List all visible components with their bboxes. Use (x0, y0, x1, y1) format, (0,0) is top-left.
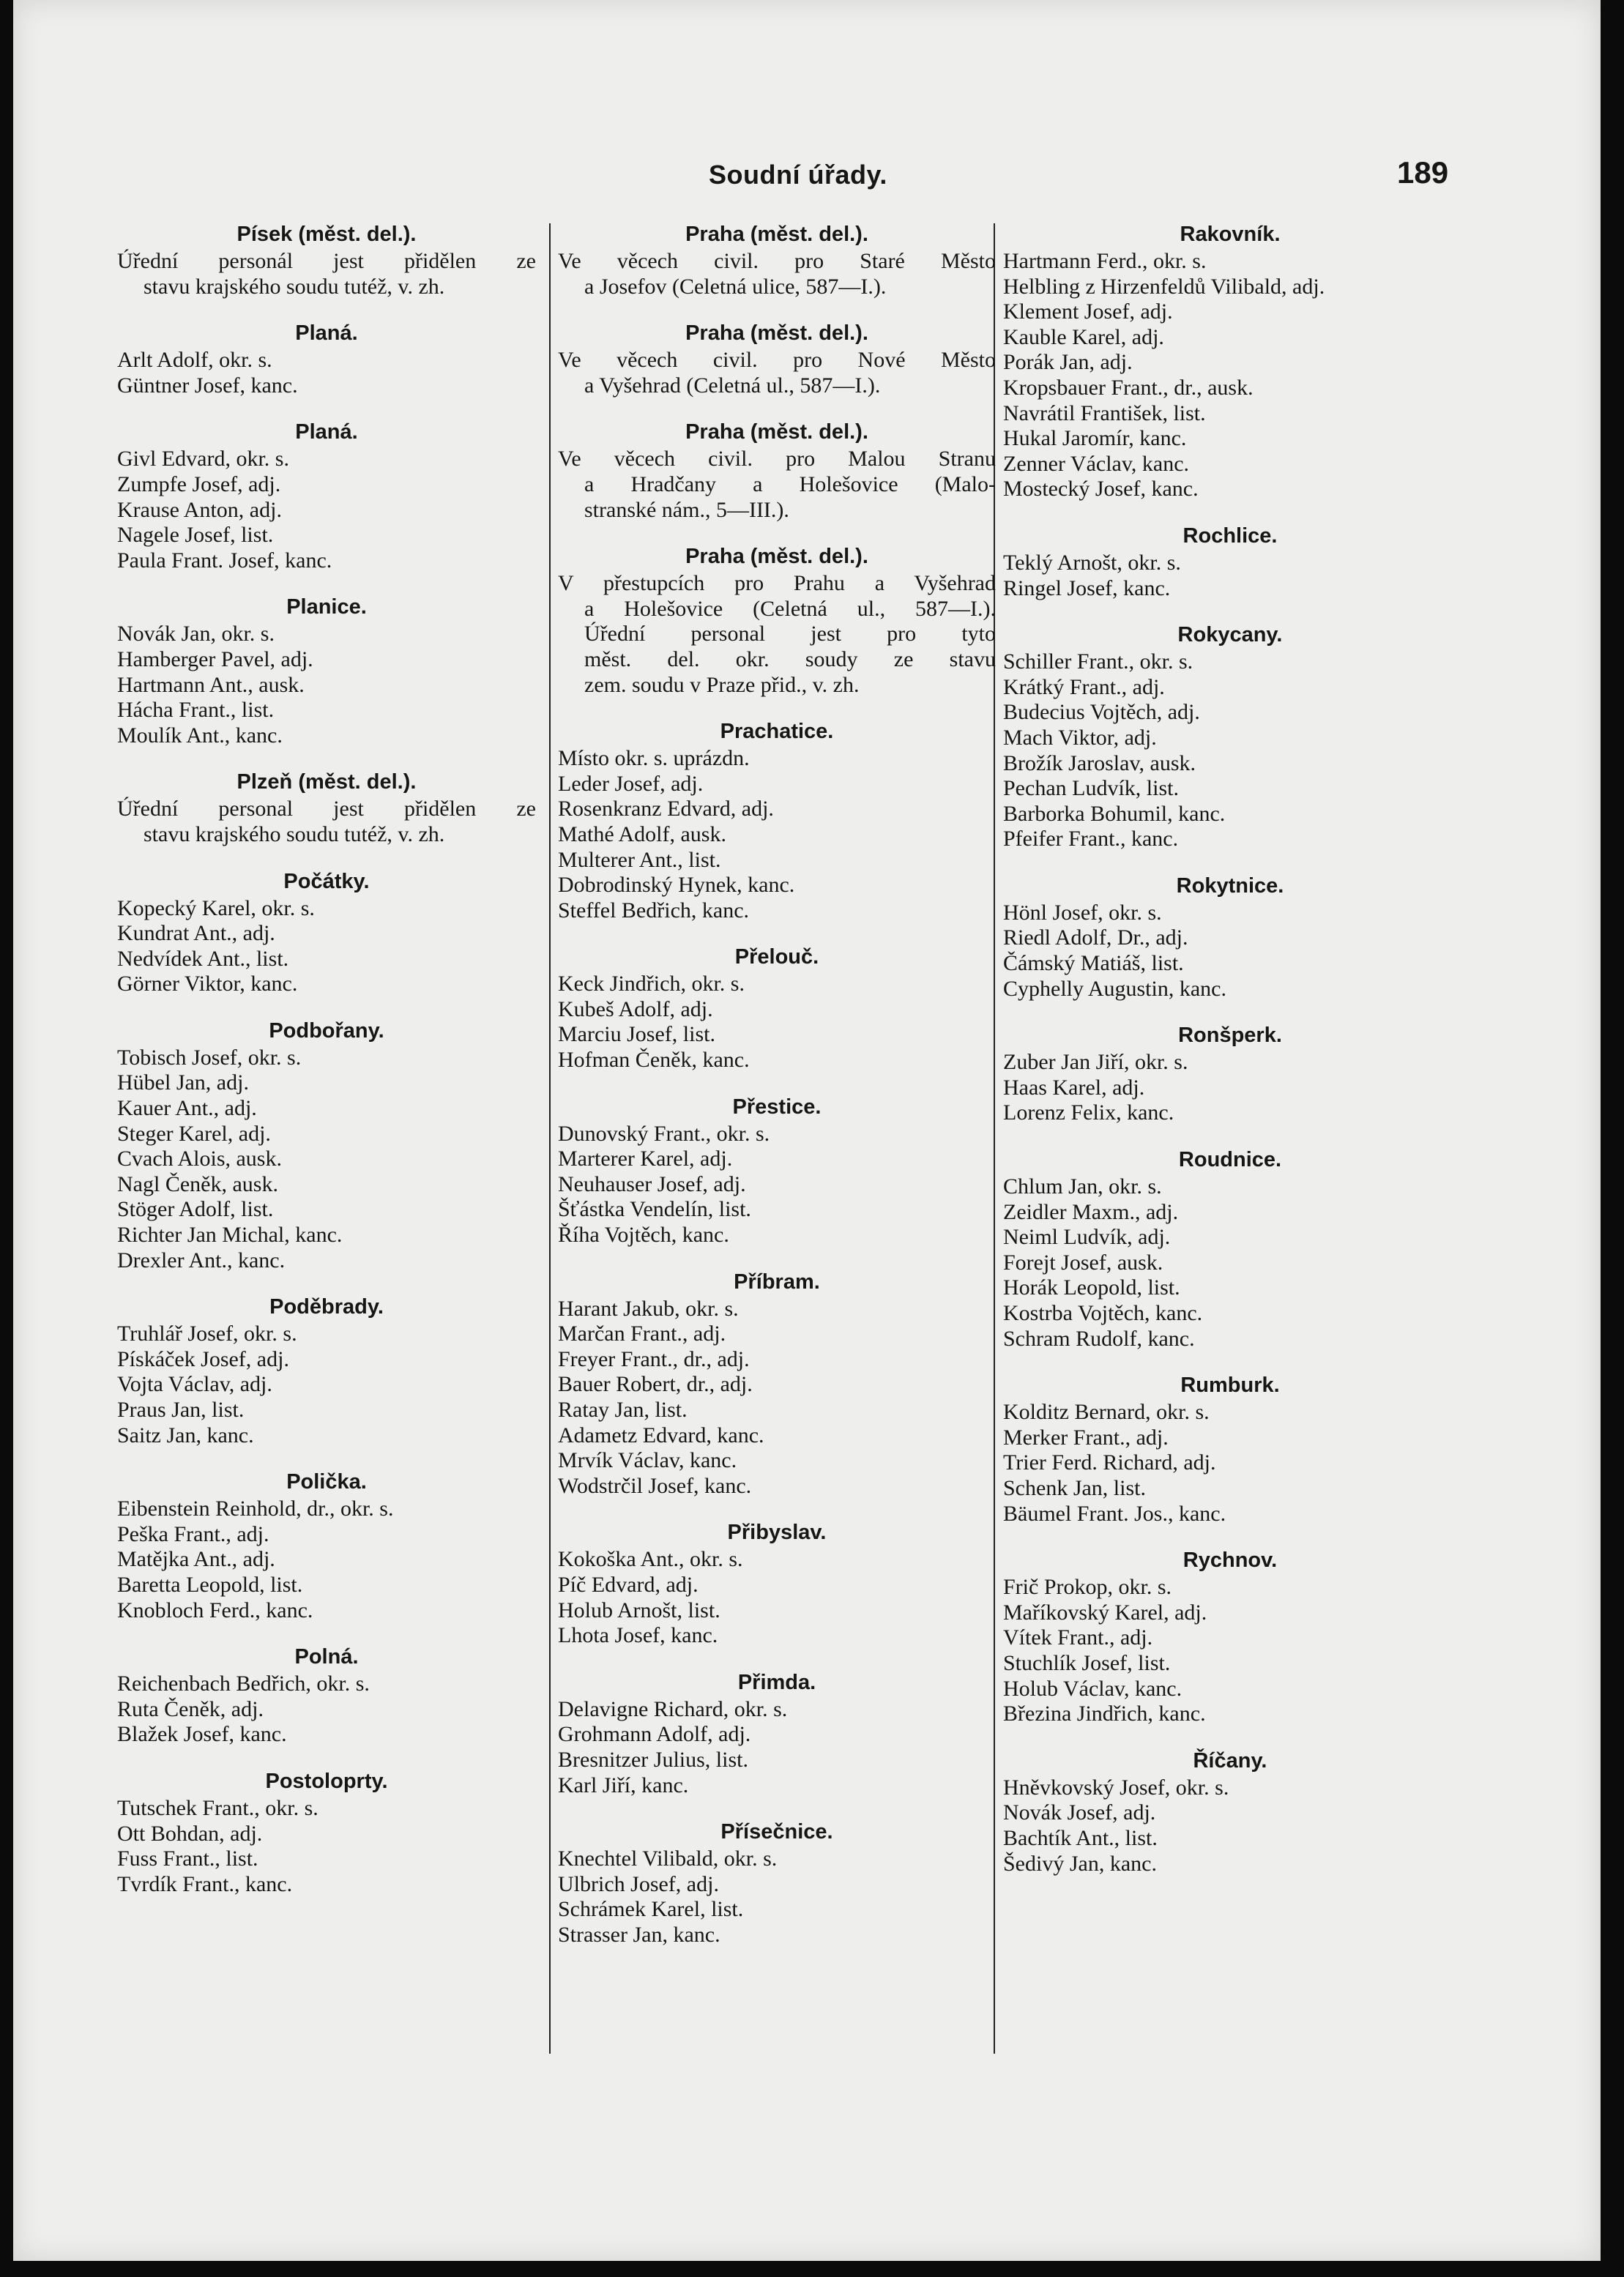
staff-entry: Vítek Frant., adj. (1003, 1625, 1153, 1650)
staff-entry: Leder Josef, adj. (558, 771, 704, 796)
court-location-title: Praha (měst. del.). (685, 545, 868, 569)
court-section (117, 1018, 536, 1273)
court-location-title: Rychnov. (1182, 1549, 1278, 1573)
court-note (117, 249, 536, 299)
staff-entry: Místo okr. s. uprázdn. (558, 746, 750, 771)
court-note-line: V přestupcích pro Prahu a Vyšehrad (558, 571, 996, 596)
staff-entry: Holub Václav, kanc. (1003, 1676, 1182, 1701)
court-note-line: Úřední personal jest přidělen ze (117, 797, 536, 821)
staff-entry: Holub Arnošt, list. (558, 1598, 720, 1622)
staff-entry: Klement Josef, adj. (1003, 299, 1173, 324)
page-title: Soudní úřady. (709, 160, 887, 190)
court-section (1003, 1147, 1457, 1352)
staff-entry: Drexler Ant., kanc. (117, 1248, 286, 1272)
staff-entry: Reichenbach Bedřich, okr. s. (117, 1672, 370, 1696)
court-section (117, 1294, 536, 1448)
staff-entry: Steffel Bedřich, kanc. (558, 898, 750, 923)
court-section (1003, 1022, 1457, 1126)
staff-entry: Wodstrčil Josef, kanc. (558, 1473, 752, 1498)
court-location-title: Rokycany. (1177, 623, 1283, 647)
staff-entry: Görner Viktor, kanc. (117, 972, 298, 996)
court-note (558, 348, 996, 398)
staff-entry: Adametz Edvard, kanc. (558, 1423, 764, 1447)
staff-entry: Fuss Frant., list. (117, 1846, 258, 1871)
staff-entry: Cyphelly Augustin, kanc. (1003, 976, 1226, 1001)
staff-entry: Praus Jan, list. (117, 1398, 245, 1422)
staff-entry: Frič Prokop, okr. s. (1003, 1575, 1172, 1600)
staff-entry: Barborka Bohumil, kanc. (1003, 801, 1226, 826)
staff-entry: Kropsbauer Frant., dr., ausk. (1003, 375, 1254, 400)
staff-entry: Marčan Frant., adj. (558, 1322, 726, 1346)
staff-entry: Zumpfe Josef, adj. (117, 472, 281, 496)
staff-entry: Brožík Jaroslav, ausk. (1003, 750, 1196, 775)
staff-entry: Zeidler Maxm., adj. (1003, 1199, 1179, 1224)
court-location-title: Přibyslav. (727, 1521, 827, 1545)
staff-entry: Kostrba Vojtěch, kanc. (1003, 1301, 1203, 1325)
court-location-title: Planice. (286, 595, 367, 619)
staff-entry: Březina Jindřich, kanc. (1003, 1702, 1206, 1726)
staff-entry: Merker Frant., adj. (1003, 1425, 1169, 1450)
staff-entry: Grohmann Adolf, adj. (558, 1722, 751, 1747)
court-section (1003, 1547, 1457, 1727)
staff-entry: Marciu Josef, list. (558, 1022, 715, 1047)
staff-entry: Schram Rudolf, kanc. (1003, 1326, 1195, 1351)
court-note-line: stavu krajského soudu tutéž, v. zh. (144, 274, 445, 299)
court-note-line: měst. del. okr. soudy ze stavu (584, 646, 996, 671)
court-location-title: Rochlice. (1182, 523, 1278, 548)
court-location-title: Prachatice. (720, 720, 834, 744)
staff-entry: Mostecký Josef, kanc. (1003, 477, 1199, 502)
court-location-title: Poděbrady. (269, 1295, 384, 1319)
court-section (117, 769, 536, 847)
staff-entry: Eibenstein Reinhold, dr., okr. s. (117, 1497, 394, 1521)
staff-entry: Bauer Robert, dr., adj. (558, 1372, 753, 1397)
staff-entry: Pfeifer Frant., kanc. (1003, 827, 1179, 851)
court-note-line: a Holešovice (Celetná ul., 587—I.). (584, 596, 996, 621)
staff-entry: Hácha Frant., list. (117, 698, 275, 723)
staff-entry: Helbling z Hirzenfeldů Vilibald, adj. (1003, 274, 1325, 299)
staff-entry: Kopecký Karel, okr. s. (117, 895, 315, 920)
column-left (117, 221, 536, 1918)
staff-entry: Baretta Leopold, list. (117, 1572, 303, 1597)
court-section (117, 868, 536, 997)
staff-entry: Ratay Jan, list. (558, 1398, 688, 1422)
court-location-title: Rumburk. (1180, 1374, 1280, 1398)
court-location-title: Plzeň (měst. del.). (236, 770, 417, 794)
court-note (558, 571, 996, 698)
staff-entry: Schrámek Karel, list. (558, 1897, 744, 1922)
staff-entry: Kolditz Bernard, okr. s. (1003, 1400, 1210, 1425)
staff-entry: Hofman Čeněk, kanc. (558, 1048, 750, 1073)
column-right (1003, 221, 1457, 1897)
court-location-title: Polná. (294, 1645, 359, 1669)
staff-entry: Dunovský Frant., okr. s. (558, 1121, 770, 1146)
court-section (1003, 1372, 1457, 1527)
column-divider (549, 223, 551, 2054)
court-section (558, 221, 996, 299)
staff-entry: Dobrodinský Hynek, kanc. (558, 873, 795, 898)
staff-entry: Kauble Karel, adj. (1003, 324, 1164, 349)
court-note-line: stavu krajského soudu tutéž, v. zh. (144, 821, 445, 846)
staff-entry: Mathé Adolf, ausk. (558, 821, 726, 846)
staff-entry: Navrátil František, list. (1003, 400, 1206, 425)
court-note-line: a Josefov (Celetná ulice, 587—I.). (584, 274, 887, 299)
staff-entry: Tutschek Frant., okr. s. (117, 1795, 319, 1820)
staff-entry: Bresnitzer Julius, list. (558, 1747, 748, 1772)
court-section (1003, 221, 1457, 502)
staff-entry: Píč Edvard, adj. (558, 1572, 699, 1597)
staff-entry: Hönl Josef, okr. s. (1003, 900, 1162, 925)
court-note-line: Ve věcech civil. pro Staré Město (558, 249, 996, 273)
staff-entry: Novák Josef, adj. (1003, 1800, 1156, 1825)
court-location-title: Přísečnice. (720, 1820, 833, 1844)
staff-entry: Ulbrich Josef, adj. (558, 1871, 719, 1896)
court-location-title: Písek (měst. del.). (236, 223, 417, 246)
staff-entry: Stöger Adolf, list. (117, 1197, 274, 1222)
court-section (558, 718, 996, 923)
court-location-title: Počátky. (283, 869, 370, 893)
staff-entry: Rosenkranz Edvard, adj. (558, 797, 774, 821)
court-section (558, 419, 996, 523)
staff-entry: Krátký Frant., adj. (1003, 674, 1165, 699)
staff-entry: Knechtel Vilibald, okr. s. (558, 1846, 778, 1871)
staff-entry: Givl Edvard, okr. s. (117, 447, 289, 472)
staff-entry: Trier Ferd. Richard, adj. (1003, 1450, 1216, 1475)
court-section (558, 543, 996, 698)
staff-entry: Saitz Jan, kanc. (117, 1423, 254, 1447)
court-note (117, 797, 536, 847)
staff-entry: Cvach Alois, ausk. (117, 1147, 282, 1171)
court-section (558, 1669, 996, 1798)
court-location-title: Praha (měst. del.). (685, 223, 868, 246)
court-note (558, 249, 996, 299)
staff-entry: Šťástka Vendelín, list. (558, 1197, 751, 1222)
staff-entry: Stuchlík Josef, list. (1003, 1650, 1171, 1675)
staff-entry: Šedivý Jan, kanc. (1003, 1851, 1157, 1876)
staff-entry: Mach Viktor, adj. (1003, 725, 1157, 750)
staff-entry: Forejt Josef, ausk. (1003, 1250, 1163, 1275)
staff-entry: Richter Jan Michal, kanc. (117, 1223, 343, 1248)
court-location-title: Přestice. (732, 1095, 822, 1119)
court-section (558, 944, 996, 1073)
staff-entry: Hněvkovský Josef, okr. s. (1003, 1775, 1229, 1800)
court-location-title: Roudnice. (1178, 1148, 1282, 1172)
court-section (558, 320, 996, 398)
staff-entry: Kundrat Ant., adj. (117, 921, 275, 946)
staff-entry: Maříkovský Karel, adj. (1003, 1600, 1207, 1625)
staff-entry: Neiml Ludvík, adj. (1003, 1225, 1171, 1250)
staff-entry: Nagele Josef, list. (117, 523, 274, 548)
court-note-line: a Vyšehrad (Celetná ul., 587—I.). (584, 373, 881, 398)
court-section (558, 1094, 996, 1248)
court-location-title: Rokytnice. (1176, 873, 1284, 898)
staff-entry: Ruta Čeněk, adj. (117, 1696, 264, 1721)
staff-entry: Moulík Ant., kanc. (117, 723, 283, 748)
staff-entry: Schenk Jan, list. (1003, 1475, 1146, 1500)
staff-entry: Peška Frant., adj. (117, 1521, 269, 1546)
staff-entry: Hartmann Ant., ausk. (117, 672, 305, 697)
staff-entry: Keck Jindřich, okr. s. (558, 972, 745, 996)
court-section (1003, 873, 1457, 1002)
staff-entry: Novák Jan, okr. s. (117, 622, 275, 646)
staff-entry: Kauer Ant., adj. (117, 1096, 257, 1121)
court-location-title: Postoloprty. (265, 1769, 388, 1793)
court-location-title: Podbořany. (269, 1018, 384, 1043)
staff-entry: Matějka Ant., adj. (117, 1547, 275, 1572)
staff-entry: Freyer Frant., dr., adj. (558, 1346, 750, 1371)
staff-entry: Güntner Josef, kanc. (117, 373, 298, 398)
court-location-title: Říčany. (1193, 1748, 1267, 1773)
staff-entry: Zuber Jan Jiří, okr. s. (1003, 1050, 1188, 1075)
court-note-line: Ve věcech civil. pro Nové Město (558, 348, 996, 373)
staff-entry: Steger Karel, adj. (117, 1121, 271, 1146)
staff-entry: Marterer Karel, adj. (558, 1147, 733, 1171)
staff-entry: Hamberger Pavel, adj. (117, 646, 313, 671)
court-note-line: a Hradčany a Holešovice (Malo- (584, 472, 996, 496)
staff-entry: Strasser Jan, kanc. (558, 1922, 720, 1947)
staff-entry: Riedl Adolf, Dr., adj. (1003, 925, 1188, 950)
staff-entry: Nagl Čeněk, ausk. (117, 1171, 278, 1196)
court-note-line: stranské nám., 5—III.). (584, 497, 789, 522)
court-section (117, 1644, 536, 1748)
staff-entry: Pískáček Josef, adj. (117, 1346, 289, 1371)
staff-entry: Harant Jakub, okr. s. (558, 1296, 739, 1321)
staff-entry: Hartmann Ferd., okr. s. (1003, 249, 1207, 273)
staff-entry: Zenner Václav, kanc. (1003, 451, 1190, 476)
staff-entry: Nedvídek Ant., list. (117, 946, 289, 971)
court-note-line: Úřední personál jest přidělen ze (117, 249, 536, 273)
court-section (117, 594, 536, 748)
staff-entry: Chlum Jan, okr. s. (1003, 1174, 1162, 1199)
staff-entry: Arlt Adolf, okr. s. (117, 348, 272, 373)
staff-entry: Mrvík Václav, kanc. (558, 1448, 737, 1473)
staff-entry: Truhlář Josef, okr. s. (117, 1322, 297, 1346)
court-section (1003, 622, 1457, 852)
staff-entry: Čámský Matiáš, list. (1003, 951, 1184, 976)
staff-entry: Paula Frant. Josef, kanc. (117, 548, 332, 573)
staff-entry: Hübel Jan, adj. (117, 1070, 249, 1095)
staff-entry: Ringel Josef, kanc. (1003, 575, 1171, 600)
staff-entry: Blažek Josef, kanc. (117, 1722, 287, 1747)
staff-entry: Multerer Ant., list. (558, 847, 721, 872)
staff-entry: Kokoška Ant., okr. s. (558, 1547, 743, 1572)
column-middle (558, 221, 996, 1969)
staff-entry: Schiller Frant., okr. s. (1003, 649, 1193, 674)
staff-entry: Krause Anton, adj. (117, 497, 282, 522)
court-location-title: Praha (měst. del.). (685, 420, 868, 444)
staff-entry: Říha Vojtěch, kanc. (558, 1223, 729, 1248)
staff-entry: Kubeš Adolf, adj. (558, 996, 713, 1021)
page-number: 189 (1397, 155, 1449, 190)
court-location-title: Polička. (286, 1470, 367, 1494)
court-note (558, 447, 996, 523)
staff-entry: Delavigne Richard, okr. s. (558, 1696, 788, 1721)
court-section (117, 1768, 536, 1897)
staff-entry: Teklý Arnošt, okr. s. (1003, 550, 1181, 575)
court-section (558, 1269, 996, 1499)
staff-entry: Bäumel Frant. Jos., kanc. (1003, 1501, 1226, 1526)
staff-entry: Lhota Josef, kanc. (558, 1623, 718, 1648)
court-location-title: Planá. (295, 420, 358, 444)
court-location-title: Přimda. (737, 1670, 816, 1694)
staff-entry: Pechan Ludvík, list. (1003, 776, 1179, 801)
court-section (117, 320, 536, 398)
staff-entry: Haas Karel, adj. (1003, 1075, 1145, 1100)
court-section (117, 1469, 536, 1623)
court-location-title: Rakovník. (1180, 223, 1281, 246)
staff-entry: Vojta Václav, adj. (117, 1372, 272, 1397)
court-note-line: Ve věcech civil. pro Malou Stranu (558, 447, 996, 472)
staff-entry: Lorenz Felix, kanc. (1003, 1100, 1174, 1125)
court-section (117, 419, 536, 573)
court-section (558, 1819, 996, 1948)
court-section (1003, 523, 1457, 601)
staff-entry: Horák Leopold, list. (1003, 1275, 1180, 1300)
staff-entry: Bachtík Ant., list. (1003, 1825, 1158, 1850)
staff-entry: Karl Jiří, kanc. (558, 1773, 689, 1797)
court-section (1003, 1748, 1457, 1877)
court-location-title: Přelouč. (734, 945, 819, 969)
staff-entry: Hukal Jaromír, kanc. (1003, 426, 1187, 451)
court-note-line: Úřední personal jest pro tyto (584, 622, 996, 646)
staff-entry: Tvrdík Frant., kanc. (117, 1871, 293, 1896)
court-location-title: Planá. (295, 321, 358, 346)
staff-entry: Porák Jan, adj. (1003, 350, 1133, 375)
court-location-title: Ronšperk. (1178, 1024, 1282, 1048)
court-note-line: zem. soudu v Praze přid., v. zh. (584, 672, 860, 697)
court-section (117, 221, 536, 299)
staff-entry: Knobloch Ferd., kanc. (117, 1598, 313, 1622)
court-section (558, 1519, 996, 1648)
staff-entry: Neuhauser Josef, adj. (558, 1171, 746, 1196)
staff-entry: Tobisch Josef, okr. s. (117, 1045, 302, 1070)
court-location-title: Praha (měst. del.). (685, 321, 868, 346)
court-location-title: Příbram. (734, 1270, 820, 1294)
staff-entry: Budecius Vojtěch, adj. (1003, 700, 1200, 725)
staff-entry: Ott Bohdan, adj. (117, 1821, 263, 1846)
